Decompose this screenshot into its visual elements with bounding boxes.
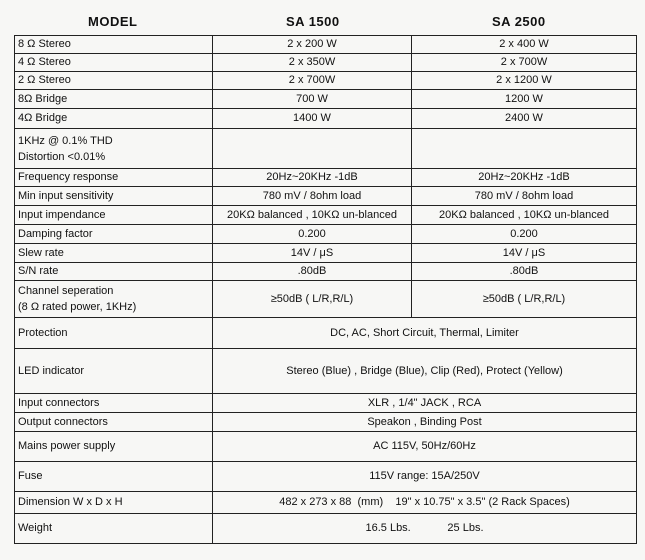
sa1500-value: 20Hz~20KHz -1dB [213, 169, 412, 187]
shared-value: XLR , 1/4" JACK , RCA [213, 394, 637, 413]
table-row [15, 244, 637, 263]
spec-label: Weight [15, 514, 213, 544]
sa2500-value: 2 x 700W [412, 54, 637, 72]
spec-label: Mains power supply [15, 432, 213, 462]
sa2500-value: 0.200 [412, 225, 637, 244]
table-row [15, 90, 637, 109]
table-row [15, 36, 637, 54]
spec-label-line: (8 Ω rated power, 1KHz) [18, 301, 137, 313]
spec-label: 8Ω Bridge [15, 90, 213, 109]
spec-label: Protection [15, 318, 213, 349]
spec-label: LED indicator [15, 349, 213, 394]
sa2500-value: 1200 W [412, 90, 637, 109]
table-row [15, 129, 637, 169]
shared-value: 482 x 273 x 88 (mm) 19" x 10.75" x 3.5" (2 Rack Spaces) [213, 492, 637, 514]
sa2500-value: 20Hz~20KHz -1dB [412, 169, 637, 187]
table-row [15, 169, 637, 187]
table-row [15, 109, 637, 129]
spec-label: Input connectors [15, 394, 213, 413]
sa2500-value [412, 129, 637, 169]
spec-label: 8 Ω Stereo [15, 36, 213, 54]
spec-label: Slew rate [15, 244, 213, 263]
shared-value: 115V range: 15A/250V [213, 462, 637, 492]
spec-label: Fuse [15, 462, 213, 492]
sa1500-value: 20KΩ balanced , 10KΩ un-blanced [213, 206, 412, 225]
table-row [15, 263, 637, 281]
spec-label-line: Distortion <0.01% [18, 150, 106, 163]
spec-label: Frequency response [15, 169, 213, 187]
table-row [15, 462, 637, 492]
table-row [15, 413, 637, 432]
shared-value: DC, AC, Short Circuit, Thermal, Limiter [213, 318, 637, 349]
sa1500-value: 14V / μS [213, 244, 412, 263]
table-row [15, 206, 637, 225]
table-row [15, 394, 637, 413]
sa1500-value: 2 x 350W [213, 54, 412, 72]
spec-label [15, 281, 213, 318]
table-row [15, 72, 637, 90]
header-sa2500: SA 2500 [492, 14, 546, 29]
header-model: MODEL [88, 14, 138, 29]
header-sa1500: SA 1500 [286, 14, 340, 29]
sa2500-value: 2 x 1200 W [412, 72, 637, 90]
table-row [15, 187, 637, 206]
spec-label: S/N rate [15, 263, 213, 281]
sa2500-value: 780 mV / 8ohm load [412, 187, 637, 206]
table-row [15, 54, 637, 72]
sa1500-value: 700 W [213, 90, 412, 109]
sa1500-value [213, 129, 412, 169]
spec-label: 2 Ω Stereo [15, 72, 213, 90]
shared-value: Speakon , Binding Post [213, 413, 637, 432]
shared-value: Stereo (Blue) , Bridge (Blue), Clip (Red), Protect (Yellow) [213, 349, 637, 394]
spec-label [15, 129, 213, 169]
sa2500-value: ≥50dB ( L/R,R/L) [412, 281, 637, 318]
sa1500-value: 780 mV / 8ohm load [213, 187, 412, 206]
sa1500-value: ≥50dB ( L/R,R/L) [213, 281, 412, 318]
spec-label: 4 Ω Stereo [15, 54, 213, 72]
sa2500-value: 20KΩ balanced , 10KΩ un-blanced [412, 206, 637, 225]
sa1500-value: 1400 W [213, 109, 412, 129]
sa2500-value: 2 x 400 W [412, 36, 637, 54]
sa2500-value: 2400 W [412, 109, 637, 129]
spec-label: 4Ω Bridge [15, 109, 213, 129]
sa1500-value: 2 x 200 W [213, 36, 412, 54]
sa2500-value: .80dB [412, 263, 637, 281]
spec-table [14, 35, 637, 544]
table-row [15, 432, 637, 462]
table-row [15, 281, 637, 318]
table-row [15, 514, 637, 544]
spec-label: Damping factor [15, 225, 213, 244]
shared-value: AC 115V, 50Hz/60Hz [213, 432, 637, 462]
sa2500-value: 14V / μS [412, 244, 637, 263]
table-row [15, 318, 637, 349]
spec-label: Dimension W x D x H [15, 492, 213, 514]
table-row [15, 492, 637, 514]
spec-label: Input impendance [15, 206, 213, 225]
sa1500-value: 2 x 700W [213, 72, 412, 90]
sa1500-value: 0.200 [213, 225, 412, 244]
spec-label: Output connectors [15, 413, 213, 432]
spec-label-line: 1KHz @ 0.1% THD [18, 134, 113, 147]
spec-label: Min input sensitivity [15, 187, 213, 206]
spec-label-line: Channel seperation [18, 285, 114, 297]
sa1500-value: .80dB [213, 263, 412, 281]
table-row [15, 349, 637, 394]
table-row [15, 225, 637, 244]
shared-value: 16.5 Lbs. 25 Lbs. [213, 514, 637, 544]
